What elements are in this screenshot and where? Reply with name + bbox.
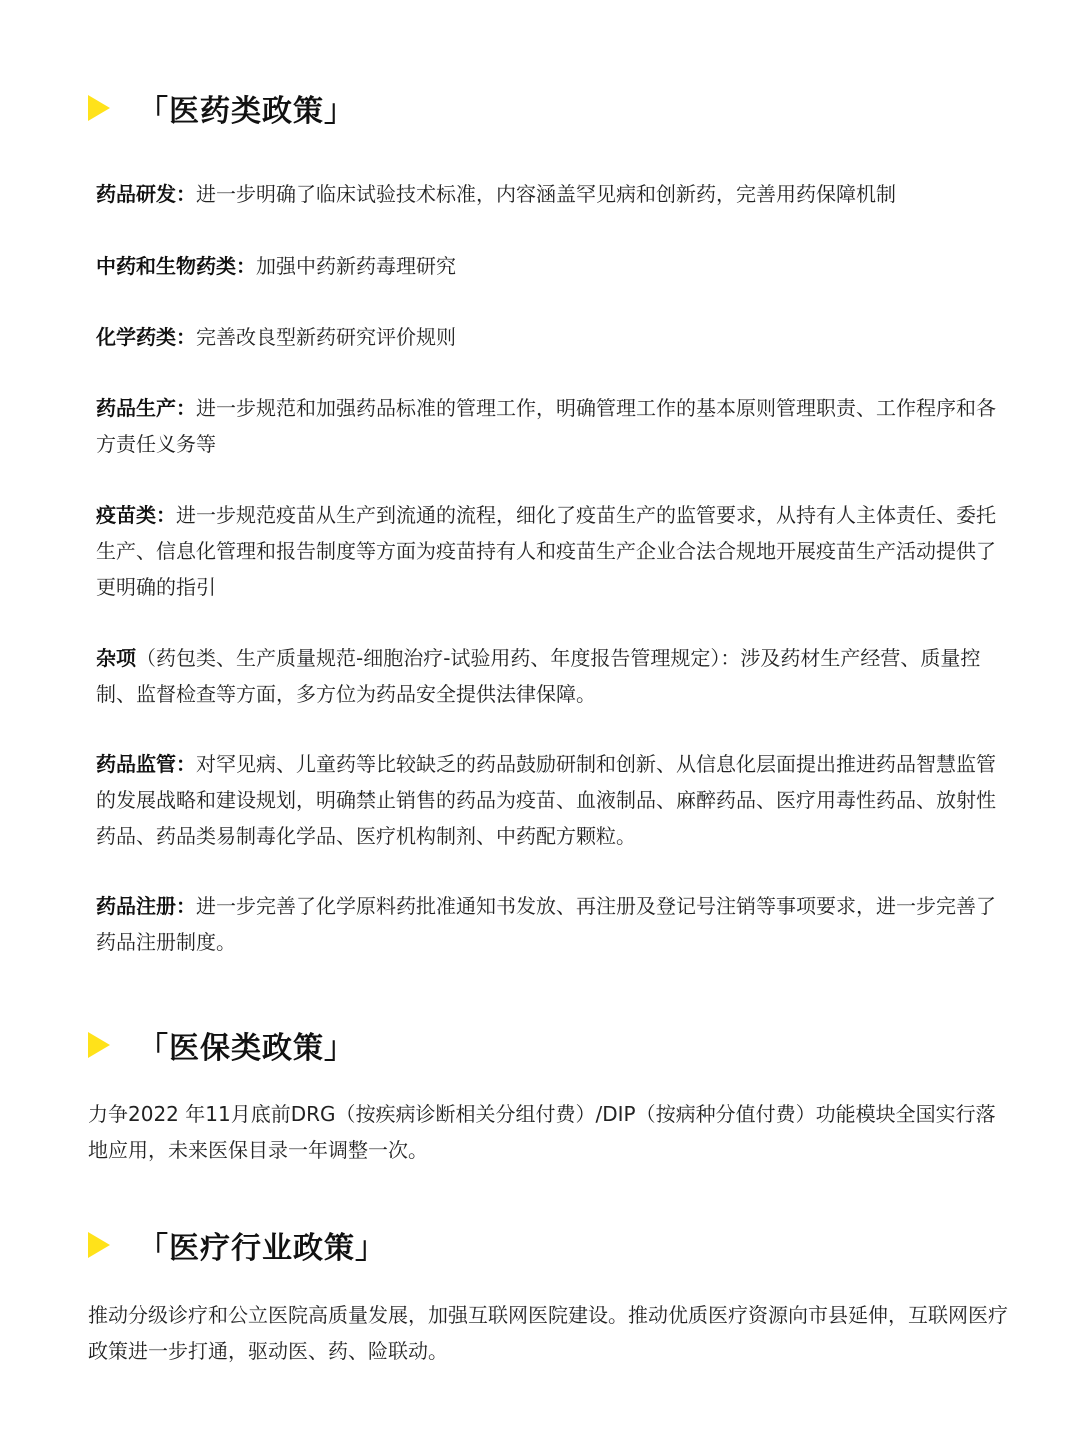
policy-item-misc — [96, 640, 1011, 712]
item-key: 药品监管： — [96, 752, 196, 776]
policy-item-chemical — [96, 319, 1011, 355]
healthcare-policy-body: 推动分级诊疗和公立医院高质量发展，加强互联网医院建设。推动优质医疗资源向市县延伸，互联网医疗政策进一步打通，驱动医、药、险联动。 — [88, 1303, 1008, 1363]
item-key: 化学药类： — [96, 325, 196, 349]
policy-item-rnd — [96, 176, 1011, 212]
item-text: 完善改良型新药研究评价规则 — [196, 325, 456, 349]
item-text: 进一步完善了化学原料药批准通知书发放、再注册及登记号注销等事项要求，进一步完善了药品注册制度。 — [96, 894, 996, 954]
section-title: 「医保类政策」 — [138, 1031, 355, 1066]
item-text: （药包类、生产质量规范-细胞治疗-试验用药、年度报告管理规定）：涉及药材生产经营、质量控制、监督检查等方面，多方位为药品安全提供法律保障。 — [96, 646, 981, 706]
section-header-pharma — [88, 88, 355, 128]
policy-item-registration — [96, 888, 1011, 960]
policy-item-vaccine — [96, 497, 1011, 605]
item-key: 疫苗类： — [96, 503, 176, 527]
triangle-bullet-icon — [88, 1232, 110, 1258]
item-text: 进一步规范和加强药品标准的管理工作，明确管理工作的基本原则管理职责、工作程序和各方责任义务等 — [96, 396, 996, 456]
triangle-bullet-icon — [88, 1032, 110, 1058]
item-key: 杂项 — [96, 646, 136, 670]
item-text: 进一步规范疫苗从生产到流通的流程，细化了疫苗生产的监管要求，从持有人主体责任、委托生产、信息化管理和报告制度等方面为疫苗持有人和疫苗生产企业合法合规地开展疫苗生产活动提供了更明确的指引 — [96, 503, 996, 599]
insurance-policy-body: 力争2022 年11月底前DRG（按疾病诊断相关分组付费）/DIP（按病种分值付费）功能模块全国实行落地应用，未来医保目录一年调整一次。 — [88, 1102, 996, 1162]
triangle-bullet-icon — [88, 95, 110, 121]
item-text: 加强中药新药毒理研究 — [256, 254, 456, 278]
policy-item-production — [96, 390, 1011, 462]
section-header-healthcare — [88, 1225, 386, 1265]
section-title: 「医药类政策」 — [138, 94, 355, 129]
item-key: 药品研发： — [96, 182, 196, 206]
policy-item-tcm-bio — [96, 248, 1011, 284]
item-key: 药品生产： — [96, 396, 196, 420]
item-text: 对罕见病、儿童药等比较缺乏的药品鼓励研制和创新、从信息化层面提出推进药品智慧监管的发展战略和建设规划，明确禁止销售的药品为疫苗、血液制品、麻醉药品、医疗用毒性药品、放射性药品、药品类易制毒化学品、医疗机构制剂、中药配方颗粒。 — [96, 752, 996, 848]
item-key: 中药和生物药类： — [96, 254, 256, 278]
section-header-insurance — [88, 1025, 355, 1065]
policy-item-supervision — [96, 746, 1011, 854]
section-title: 「医疗行业政策」 — [138, 1231, 386, 1266]
item-text: 进一步明确了临床试验技术标准，内容涵盖罕见病和创新药，完善用药保障机制 — [196, 182, 896, 206]
item-key: 药品注册： — [96, 894, 196, 918]
